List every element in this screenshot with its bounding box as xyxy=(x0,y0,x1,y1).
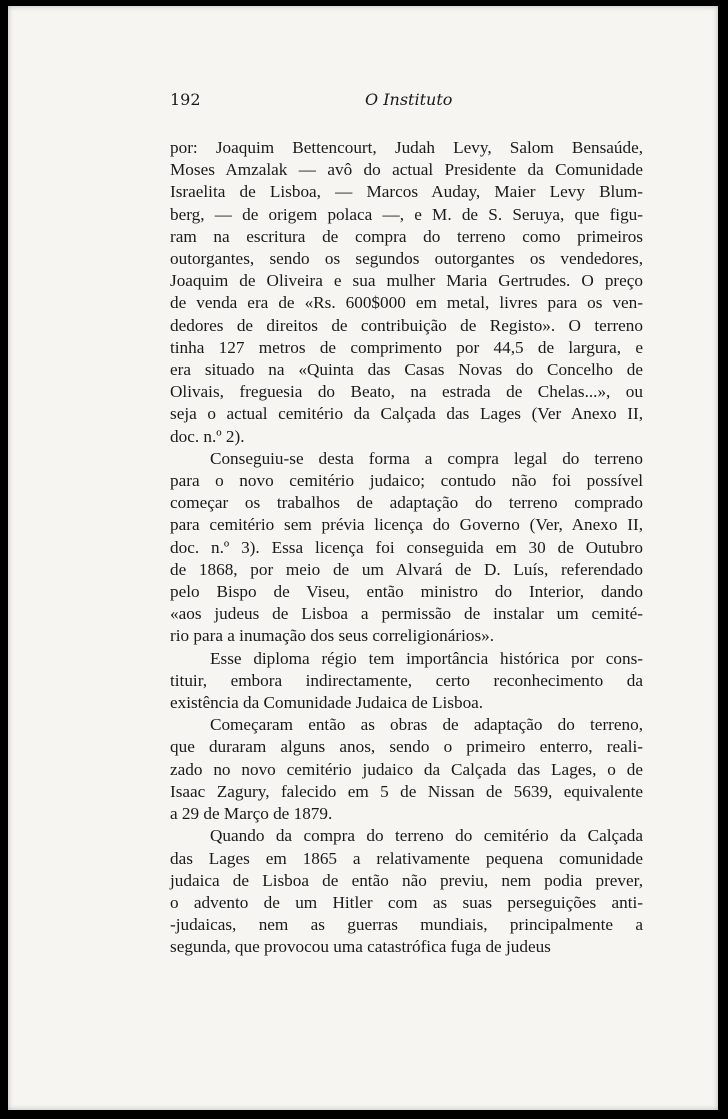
page-header xyxy=(166,90,566,114)
text-line: doc. n.º 2). xyxy=(170,426,245,446)
text-line: dedores de direitos de contribuição de Registo». O terreno xyxy=(170,315,643,335)
paragraph xyxy=(170,714,643,825)
text-line: Quando da compra do terreno do cemitério da Calçada xyxy=(210,826,643,846)
text-line: «aos judeus de Lisboa a permissão de instalar um cemité- xyxy=(170,604,643,624)
text-line: para o novo cemitério judaico; contudo não foi possível xyxy=(170,471,643,491)
paragraph xyxy=(170,448,643,648)
text-line: Esse diploma régio tem importância histórica por cons- xyxy=(210,648,643,668)
text-line: judaica de Lisboa de então não previu, nem podia prever, xyxy=(170,870,643,890)
body-text xyxy=(170,137,643,959)
paragraph xyxy=(170,137,643,448)
text-line: por: Joaquim Bettencourt, Judah Levy, Salom Bensaúde, xyxy=(170,138,643,157)
text-line: doc. n.º 3). Essa licença foi conseguida em 30 de Outubro xyxy=(170,537,643,557)
text-line: tituir, embora indirectamente, certo reconhecimento da xyxy=(170,670,643,690)
text-line: segunda, que provocou uma catastrófica fuga de judeus xyxy=(170,937,551,957)
text-line: Conseguiu-se desta forma a compra legal do terreno xyxy=(210,448,643,468)
text-line: -judaicas, nem as guerras mundiais, principalmente a xyxy=(170,915,643,935)
paragraph xyxy=(170,825,643,958)
text-line: pelo Bispo de Viseu, então ministro do Interior, dando xyxy=(170,582,643,602)
text-line: que duraram alguns anos, sendo o primeiro enterro, reali- xyxy=(170,737,643,757)
text-line: outorgantes, sendo os segundos outorgantes os vendedores, xyxy=(170,249,643,269)
text-line: Olivais, freguesia do Beato, na estrada de Chelas...», ou xyxy=(170,382,643,402)
text-line: berg, — de origem polaca —, e M. de S. Seruya, que figu- xyxy=(170,204,643,224)
text-line: Começaram então as obras de adaptação do terreno, xyxy=(210,715,643,735)
text-line: o advento de um Hitler com as suas perseguições anti- xyxy=(170,892,643,912)
book-page xyxy=(8,6,718,1110)
text-line: Moses Amzalak — avô do actual Presidente da Comunidade xyxy=(170,160,643,180)
text-line: tinha 127 metros de comprimento por 44,5 de largura, e xyxy=(170,337,643,357)
text-line: Israelita de Lisboa, — Marcos Auday, Maier Levy Blum- xyxy=(170,182,643,202)
text-line: Isaac Zagury, falecido em 5 de Nissan de 5639, equivalente xyxy=(170,781,643,801)
text-line: para cemitério sem prévia licença do Governo (Ver, Anexo II, xyxy=(170,515,643,535)
paragraph xyxy=(170,648,643,715)
running-title: O Instituto xyxy=(365,90,453,109)
text-line: existência da Comunidade Judaica de Lisboa. xyxy=(170,693,484,713)
text-line: Joaquim de Oliveira e sua mulher Maria Gertrudes. O preço xyxy=(170,271,643,291)
page-number: 192 xyxy=(170,90,201,109)
text-line: de venda era de «Rs. 600$000 em metal, livres para os ven- xyxy=(170,293,643,313)
text-line: a 29 de Março de 1879. xyxy=(170,804,333,824)
text-line: zado no novo cemitério judaico da Calçada das Lages, o de xyxy=(170,759,643,779)
text-line: começar os trabalhos de adaptação do terreno comprado xyxy=(170,493,643,513)
text-line: das Lages em 1865 a relativamente pequena comunidade xyxy=(170,848,643,868)
text-line: era situado na «Quinta das Casas Novas do Concelho de xyxy=(170,360,643,380)
text-line: seja o actual cemitério da Calçada das Lages (Ver Anexo II, xyxy=(170,404,643,424)
text-line: ram na escritura de compra do terreno como primeiros xyxy=(170,226,643,246)
text-line: de 1868, por meio de um Alvará de D. Luís, referendado xyxy=(170,559,643,579)
text-line: rio para a inumação dos seus correligionários». xyxy=(170,626,495,646)
